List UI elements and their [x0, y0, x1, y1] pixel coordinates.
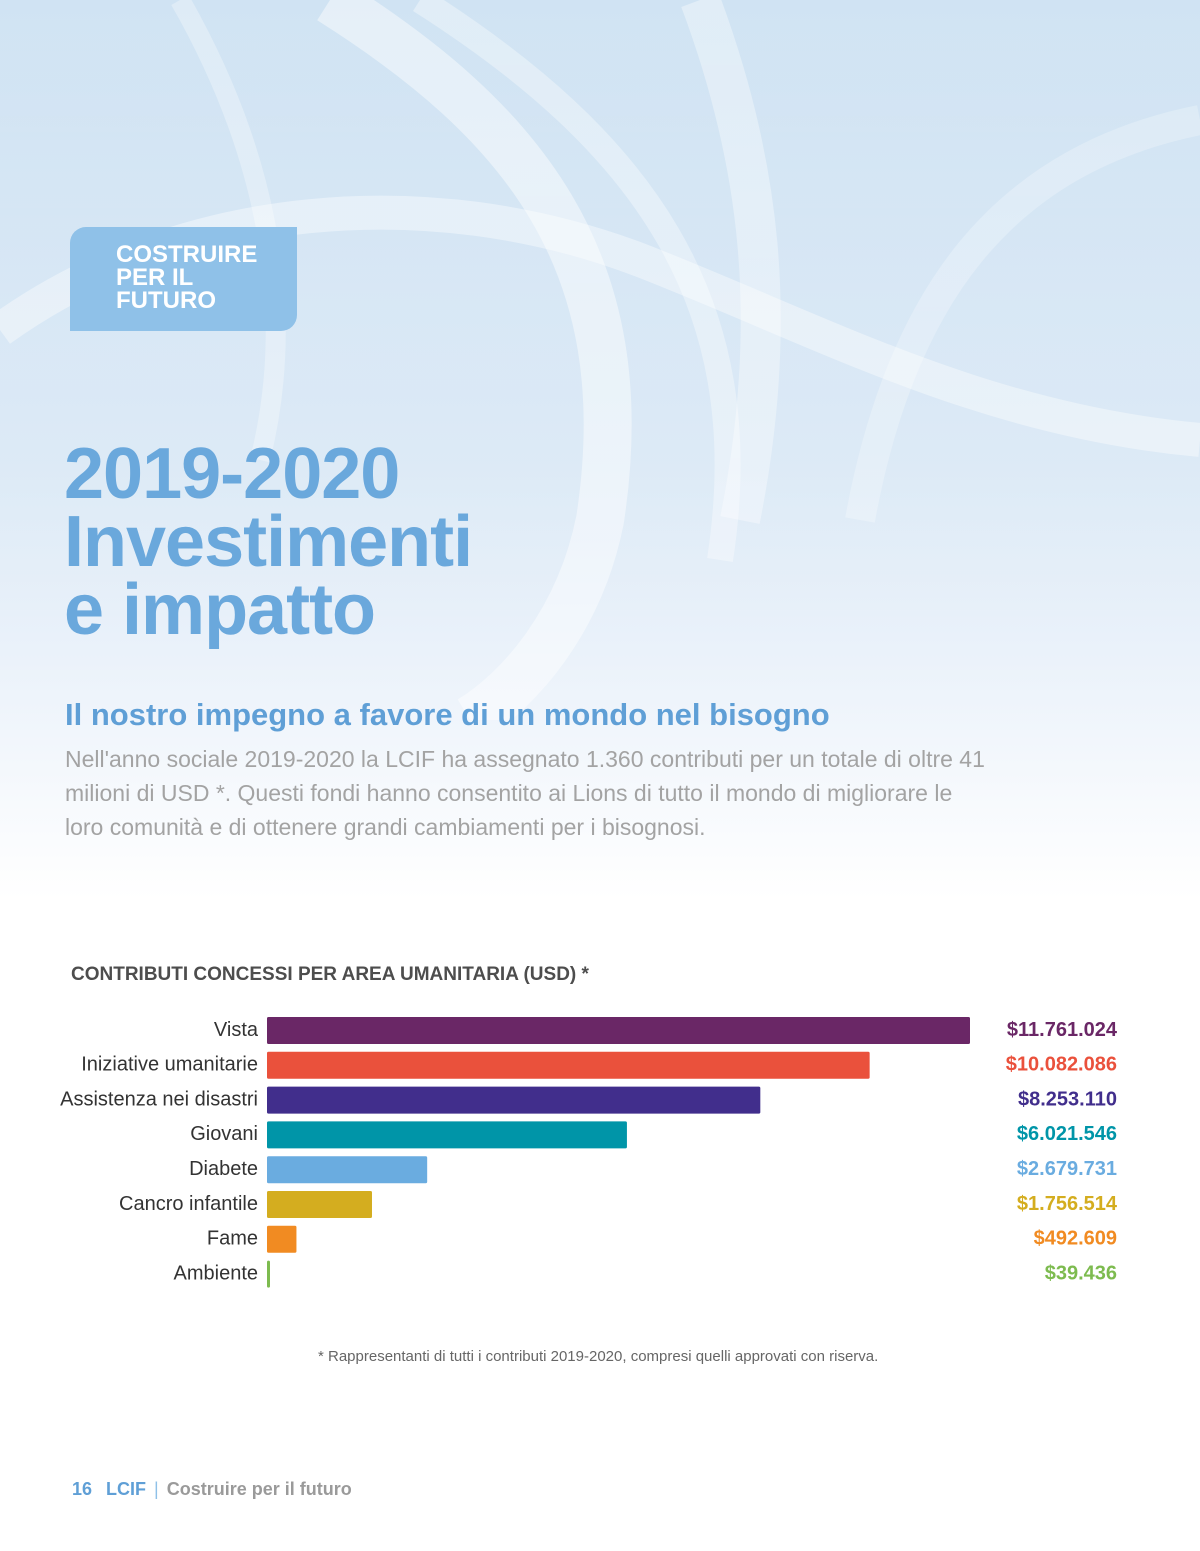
- page-title-line2: Investimenti: [64, 502, 473, 582]
- category-label: Giovani: [190, 1123, 258, 1146]
- bar: [267, 1087, 760, 1114]
- page-footer: [72, 1479, 352, 1500]
- category-label: Diabete: [189, 1157, 258, 1180]
- value-label: $1.756.514: [1016, 1192, 1117, 1215]
- chart-title: CONTRIBUTI CONCESSI PER AREA UMANITARIA (USD) *: [71, 964, 589, 985]
- category-label: Vista: [213, 1018, 258, 1041]
- value-label: $39.436: [1044, 1262, 1117, 1285]
- value-label: $10.082.086: [1005, 1053, 1117, 1076]
- page-title-line1: 2019-2020: [64, 434, 400, 514]
- value-label: $11.761.024: [1006, 1018, 1117, 1041]
- category-label: Assistenza nei disastri: [60, 1088, 258, 1111]
- intro-paragraph: Nell'anno sociale 2019-2020 la LCIF ha assegnato 1.360 contributi per un totale di oltre 41 milioni di USD *. Questi fondi hanno consentito ai Lions di tutto il mondo di migliorare le loro comunità e di ottenere grandi cambiamenti per i bisognosi.: [65, 746, 985, 840]
- category-label: Ambiente: [173, 1262, 258, 1285]
- footer-brand: LCIF: [106, 1479, 147, 1499]
- bar: [267, 1017, 970, 1044]
- category-label: Fame: [206, 1227, 258, 1250]
- section-subtitle: Il nostro impegno a favore di un mondo nel bisogno: [65, 697, 830, 732]
- section-tag: [70, 227, 297, 331]
- value-label: $2.679.731: [1016, 1157, 1117, 1180]
- value-label: $8.253.110: [1018, 1088, 1117, 1111]
- category-label: Iniziative umanitarie: [81, 1053, 258, 1076]
- bar: [267, 1226, 296, 1253]
- bar: [267, 1052, 870, 1079]
- bar: [267, 1121, 627, 1148]
- value-label: $6.021.546: [1016, 1123, 1117, 1146]
- section-tag-line1: COSTRUIRE: [116, 241, 258, 268]
- section-tag-line3: FUTURO: [116, 287, 216, 314]
- page-title-line3: e impatto: [64, 570, 376, 650]
- category-label: Cancro infantile: [119, 1192, 258, 1215]
- footer-separator: |: [154, 1479, 159, 1499]
- bar: [267, 1156, 427, 1183]
- bar: [267, 1261, 270, 1288]
- section-tag-line2: PER IL: [116, 264, 194, 291]
- page-title: [64, 434, 473, 650]
- bar: [267, 1191, 372, 1218]
- value-label: $492.609: [1033, 1227, 1117, 1250]
- page-number: 16: [72, 1479, 93, 1499]
- footer-section: Costruire per il futuro: [166, 1479, 352, 1499]
- footnote: * Rappresentanti di tutti i contributi 2019-2020, compresi quelli approvati con riserva.: [318, 1348, 879, 1365]
- bar-chart: [0, 1005, 1200, 1305]
